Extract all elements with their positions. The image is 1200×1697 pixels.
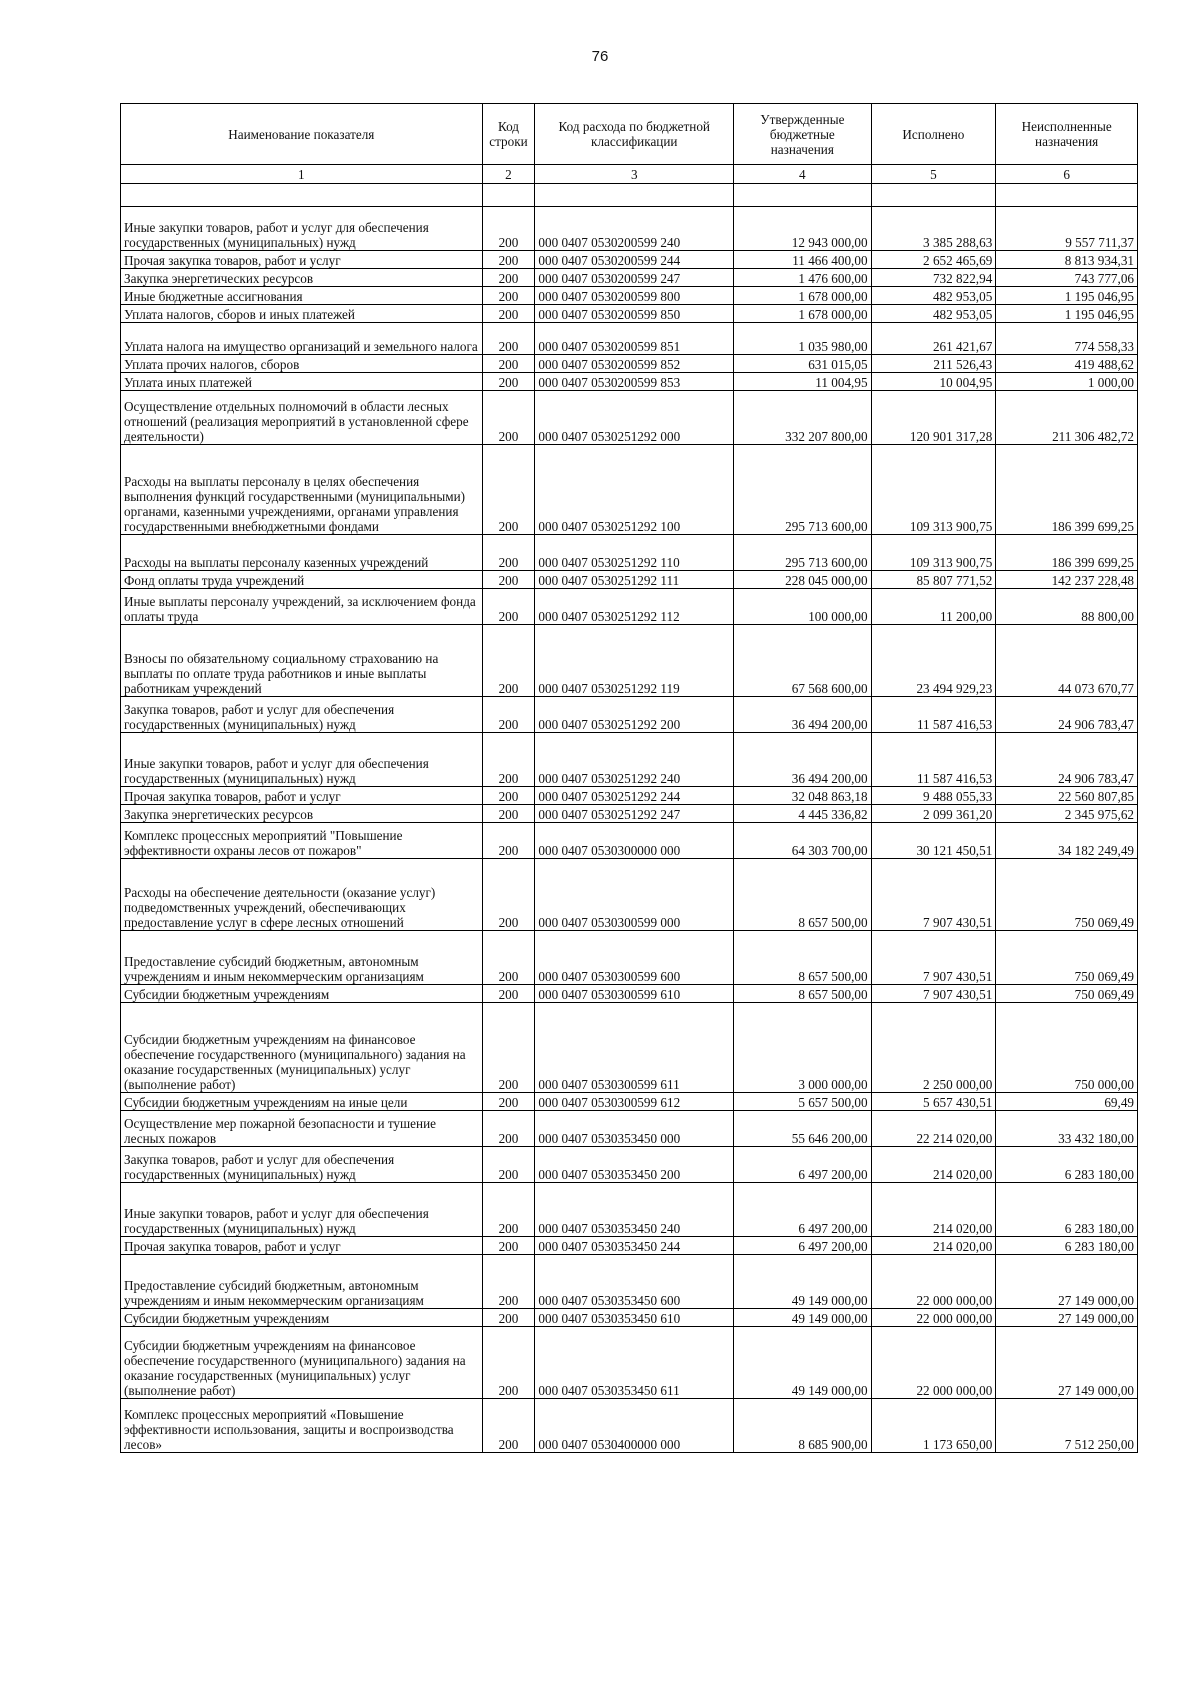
table-row — [121, 1111, 1138, 1147]
row-approved: 6 497 200,00 — [734, 1147, 871, 1183]
row-approved: 32 048 863,18 — [734, 787, 871, 805]
row-unexecuted: 33 432 180,00 — [996, 1111, 1138, 1147]
row-executed: 10 004,95 — [871, 373, 996, 391]
row-approved: 67 568 600,00 — [734, 625, 871, 697]
row-expense-code: 000 0407 0530353450 000 — [535, 1111, 734, 1147]
row-name: Уплата налогов, сборов и иных платежей — [121, 305, 483, 323]
row-unexecuted: 6 283 180,00 — [996, 1237, 1138, 1255]
table-row — [121, 323, 1138, 355]
row-unexecuted: 743 777,06 — [996, 269, 1138, 287]
row-executed: 9 488 055,33 — [871, 787, 996, 805]
row-line-code: 200 — [482, 571, 535, 589]
row-approved: 8 685 900,00 — [734, 1399, 871, 1453]
row-executed: 214 020,00 — [871, 1237, 996, 1255]
row-executed: 120 901 317,28 — [871, 391, 996, 445]
row-expense-code: 000 0407 0530300599 612 — [535, 1093, 734, 1111]
row-expense-code: 000 0407 0530300000 000 — [535, 823, 734, 859]
row-executed: 22 000 000,00 — [871, 1327, 996, 1399]
row-line-code: 200 — [482, 1327, 535, 1399]
table-row — [121, 589, 1138, 625]
row-unexecuted: 27 149 000,00 — [996, 1309, 1138, 1327]
row-expense-code: 000 0407 0530200599 851 — [535, 323, 734, 355]
row-unexecuted: 22 560 807,85 — [996, 787, 1138, 805]
row-approved: 6 497 200,00 — [734, 1183, 871, 1237]
row-approved: 12 943 000,00 — [734, 207, 871, 251]
row-line-code: 200 — [482, 535, 535, 571]
row-line-code: 200 — [482, 859, 535, 931]
row-name: Субсидии бюджетным учреждениям на финансовое обеспечение государственного (муниципального) задания на оказание государственных (муниципальных) услуг (выполнение работ) — [121, 1327, 483, 1399]
row-name: Фонд оплаты труда учреждений — [121, 571, 483, 589]
row-name: Расходы на выплаты персоналу казенных учреждений — [121, 535, 483, 571]
row-expense-code: 000 0407 0530251292 111 — [535, 571, 734, 589]
row-name: Прочая закупка товаров, работ и услуг — [121, 787, 483, 805]
table-row — [121, 1147, 1138, 1183]
row-name: Прочая закупка товаров, работ и услуг — [121, 251, 483, 269]
row-executed: 261 421,67 — [871, 323, 996, 355]
table-row — [121, 1003, 1138, 1093]
row-line-code: 200 — [482, 823, 535, 859]
row-executed: 3 385 288,63 — [871, 207, 996, 251]
row-approved: 49 149 000,00 — [734, 1309, 871, 1327]
table-row — [121, 823, 1138, 859]
row-name: Комплекс процессных мероприятий "Повышение эффективности охраны лесов от пожаров" — [121, 823, 483, 859]
row-approved: 295 713 600,00 — [734, 445, 871, 535]
table-body — [121, 184, 1138, 1453]
header-name: Наименование показателя — [121, 104, 483, 165]
row-expense-code: 000 0407 0530251292 240 — [535, 733, 734, 787]
budget-execution-table — [120, 103, 1138, 1453]
row-expense-code: 000 0407 0530300599 000 — [535, 859, 734, 931]
row-name: Взносы по обязательному социальному страхованию на выплаты по оплате труда работников и иные выплаты работникам учреждений — [121, 625, 483, 697]
row-expense-code: 000 0407 0530251292 200 — [535, 697, 734, 733]
row-name: Расходы на обеспечение деятельности (оказание услуг) подведомственных учреждений, обеспечивающих предоставление услуг в сфере лесных отношений — [121, 859, 483, 931]
row-unexecuted: 750 000,00 — [996, 1003, 1138, 1093]
row-unexecuted: 750 069,49 — [996, 985, 1138, 1003]
row-approved: 11 466 400,00 — [734, 251, 871, 269]
row-unexecuted: 211 306 482,72 — [996, 391, 1138, 445]
row-line-code: 200 — [482, 1093, 535, 1111]
row-executed: 211 526,43 — [871, 355, 996, 373]
row-approved: 8 657 500,00 — [734, 931, 871, 985]
column-number: 5 — [871, 165, 996, 184]
row-executed: 214 020,00 — [871, 1183, 996, 1237]
row-name: Иные бюджетные ассигнования — [121, 287, 483, 305]
row-executed: 11 587 416,53 — [871, 733, 996, 787]
column-number: 1 — [121, 165, 483, 184]
header-expense-code: Код расхода по бюджетной классификации — [535, 104, 734, 165]
row-name: Иные выплаты персоналу учреждений, за исключением фонда оплаты труда — [121, 589, 483, 625]
row-expense-code: 000 0407 0530200599 240 — [535, 207, 734, 251]
row-approved: 1 035 980,00 — [734, 323, 871, 355]
row-approved: 49 149 000,00 — [734, 1327, 871, 1399]
row-unexecuted: 750 069,49 — [996, 931, 1138, 985]
row-expense-code: 000 0407 0530300599 611 — [535, 1003, 734, 1093]
row-expense-code: 000 0407 0530251292 247 — [535, 805, 734, 823]
column-number-row — [121, 165, 1138, 184]
table-row — [121, 305, 1138, 323]
row-unexecuted: 6 283 180,00 — [996, 1147, 1138, 1183]
row-expense-code: 000 0407 0530200599 853 — [535, 373, 734, 391]
row-name: Уплата иных платежей — [121, 373, 483, 391]
row-executed: 214 020,00 — [871, 1147, 996, 1183]
row-line-code: 200 — [482, 373, 535, 391]
table-row — [121, 859, 1138, 931]
row-approved: 55 646 200,00 — [734, 1111, 871, 1147]
row-unexecuted: 750 069,49 — [996, 859, 1138, 931]
table-row — [121, 571, 1138, 589]
row-expense-code: 000 0407 0530353450 244 — [535, 1237, 734, 1255]
row-executed: 11 587 416,53 — [871, 697, 996, 733]
row-expense-code: 000 0407 0530251292 112 — [535, 589, 734, 625]
row-unexecuted: 1 195 046,95 — [996, 305, 1138, 323]
row-line-code: 200 — [482, 1003, 535, 1093]
row-unexecuted: 8 813 934,31 — [996, 251, 1138, 269]
row-expense-code: 000 0407 0530251292 000 — [535, 391, 734, 445]
table-row — [121, 1093, 1138, 1111]
row-approved: 332 207 800,00 — [734, 391, 871, 445]
row-line-code: 200 — [482, 391, 535, 445]
row-unexecuted: 6 283 180,00 — [996, 1183, 1138, 1237]
row-name: Закупка товаров, работ и услуг для обеспечения государственных (муниципальных) нужд — [121, 1147, 483, 1183]
row-executed: 23 494 929,23 — [871, 625, 996, 697]
row-name: Субсидии бюджетным учреждениям на финансовое обеспечение государственного (муниципального) задания на оказание государственных (муниципальных) услуг (выполнение работ) — [121, 1003, 483, 1093]
row-line-code: 200 — [482, 269, 535, 287]
row-executed: 7 907 430,51 — [871, 985, 996, 1003]
table-row — [121, 1237, 1138, 1255]
row-executed: 482 953,05 — [871, 305, 996, 323]
row-name: Расходы на выплаты персоналу в целях обеспечения выполнения функций государственными (муниципальными) органами, казенными учреждениями, органами управления государственными внебюджетными фондами — [121, 445, 483, 535]
row-unexecuted: 9 557 711,37 — [996, 207, 1138, 251]
row-name: Закупка товаров, работ и услуг для обеспечения государственных (муниципальных) нужд — [121, 697, 483, 733]
row-expense-code: 000 0407 0530353450 600 — [535, 1255, 734, 1309]
row-line-code: 200 — [482, 445, 535, 535]
table-row — [121, 733, 1138, 787]
row-unexecuted: 27 149 000,00 — [996, 1255, 1138, 1309]
row-approved: 49 149 000,00 — [734, 1255, 871, 1309]
row-unexecuted: 44 073 670,77 — [996, 625, 1138, 697]
row-expense-code: 000 0407 0530200599 852 — [535, 355, 734, 373]
row-executed: 22 000 000,00 — [871, 1309, 996, 1327]
table-row — [121, 207, 1138, 251]
row-line-code: 200 — [482, 733, 535, 787]
row-approved: 6 497 200,00 — [734, 1237, 871, 1255]
row-approved: 1 476 600,00 — [734, 269, 871, 287]
table-row — [121, 985, 1138, 1003]
table-row — [121, 391, 1138, 445]
header-unexecuted: Неисполненные назначения — [996, 104, 1138, 165]
table-row — [121, 535, 1138, 571]
row-executed: 11 200,00 — [871, 589, 996, 625]
row-unexecuted: 2 345 975,62 — [996, 805, 1138, 823]
table-row — [121, 269, 1138, 287]
row-executed: 85 807 771,52 — [871, 571, 996, 589]
row-unexecuted: 1 000,00 — [996, 373, 1138, 391]
row-approved: 228 045 000,00 — [734, 571, 871, 589]
header-executed: Исполнено — [871, 104, 996, 165]
row-executed: 109 313 900,75 — [871, 445, 996, 535]
row-name: Комплекс процессных мероприятий «Повышение эффективности использования, защиты и воспроизводства лесов» — [121, 1399, 483, 1453]
row-line-code: 200 — [482, 787, 535, 805]
row-approved: 1 678 000,00 — [734, 287, 871, 305]
row-unexecuted: 774 558,33 — [996, 323, 1138, 355]
row-executed: 22 214 020,00 — [871, 1111, 996, 1147]
row-line-code: 200 — [482, 1309, 535, 1327]
row-expense-code: 000 0407 0530353450 200 — [535, 1147, 734, 1183]
row-expense-code: 000 0407 0530251292 119 — [535, 625, 734, 697]
table-row — [121, 1255, 1138, 1309]
row-unexecuted: 186 399 699,25 — [996, 445, 1138, 535]
row-name: Закупка энергетических ресурсов — [121, 269, 483, 287]
row-line-code: 200 — [482, 1147, 535, 1183]
column-number: 6 — [996, 165, 1138, 184]
row-expense-code: 000 0407 0530251292 100 — [535, 445, 734, 535]
table-row — [121, 251, 1138, 269]
row-line-code: 200 — [482, 1111, 535, 1147]
row-approved: 100 000,00 — [734, 589, 871, 625]
row-executed: 30 121 450,51 — [871, 823, 996, 859]
table-row — [121, 697, 1138, 733]
row-name: Субсидии бюджетным учреждениям на иные цели — [121, 1093, 483, 1111]
table-row — [121, 355, 1138, 373]
row-executed: 2 652 465,69 — [871, 251, 996, 269]
row-name: Иные закупки товаров, работ и услуг для обеспечения государственных (муниципальных) нужд — [121, 1183, 483, 1237]
table-row — [121, 931, 1138, 985]
row-approved: 8 657 500,00 — [734, 985, 871, 1003]
row-line-code: 200 — [482, 1237, 535, 1255]
row-approved: 36 494 200,00 — [734, 697, 871, 733]
row-line-code: 200 — [482, 305, 535, 323]
row-expense-code: 000 0407 0530300599 600 — [535, 931, 734, 985]
row-name: Иные закупки товаров, работ и услуг для обеспечения государственных (муниципальных) нужд — [121, 207, 483, 251]
row-approved: 8 657 500,00 — [734, 859, 871, 931]
table-row — [121, 1327, 1138, 1399]
row-approved: 1 678 000,00 — [734, 305, 871, 323]
table-row — [121, 805, 1138, 823]
page-number: 76 — [591, 48, 609, 65]
row-unexecuted: 88 800,00 — [996, 589, 1138, 625]
column-number: 4 — [734, 165, 871, 184]
row-unexecuted: 186 399 699,25 — [996, 535, 1138, 571]
row-unexecuted: 27 149 000,00 — [996, 1327, 1138, 1399]
row-executed: 482 953,05 — [871, 287, 996, 305]
row-name: Закупка энергетических ресурсов — [121, 805, 483, 823]
row-line-code: 200 — [482, 287, 535, 305]
row-expense-code: 000 0407 0530300599 610 — [535, 985, 734, 1003]
row-unexecuted: 24 906 783,47 — [996, 733, 1138, 787]
row-executed: 5 657 430,51 — [871, 1093, 996, 1111]
row-name: Субсидии бюджетным учреждениям — [121, 1309, 483, 1327]
row-name: Субсидии бюджетным учреждениям — [121, 985, 483, 1003]
row-expense-code: 000 0407 0530251292 244 — [535, 787, 734, 805]
row-executed: 7 907 430,51 — [871, 859, 996, 931]
row-executed: 2 099 361,20 — [871, 805, 996, 823]
row-unexecuted: 24 906 783,47 — [996, 697, 1138, 733]
header-approved: Утвержденные бюджетные назначения — [734, 104, 871, 165]
row-name: Осуществление отдельных полномочий в области лесных отношений (реализация мероприятий в установленной сфере деятельности) — [121, 391, 483, 445]
row-approved: 295 713 600,00 — [734, 535, 871, 571]
row-expense-code: 000 0407 0530200599 800 — [535, 287, 734, 305]
row-unexecuted: 34 182 249,49 — [996, 823, 1138, 859]
row-name: Иные закупки товаров, работ и услуг для обеспечения государственных (муниципальных) нужд — [121, 733, 483, 787]
row-expense-code: 000 0407 0530200599 244 — [535, 251, 734, 269]
row-line-code: 200 — [482, 625, 535, 697]
row-name: Уплата прочих налогов, сборов — [121, 355, 483, 373]
row-name: Предоставление субсидий бюджетным, автономным учреждениям и иным некоммерческим организациям — [121, 1255, 483, 1309]
row-expense-code: 000 0407 0530200599 850 — [535, 305, 734, 323]
row-expense-code: 000 0407 0530353450 611 — [535, 1327, 734, 1399]
row-approved: 5 657 500,00 — [734, 1093, 871, 1111]
row-approved: 11 004,95 — [734, 373, 871, 391]
row-line-code: 200 — [482, 207, 535, 251]
row-line-code: 200 — [482, 1399, 535, 1453]
table-row — [121, 625, 1138, 697]
row-expense-code: 000 0407 0530251292 110 — [535, 535, 734, 571]
row-executed: 1 173 650,00 — [871, 1399, 996, 1453]
table-row — [121, 1399, 1138, 1453]
row-expense-code: 000 0407 0530353450 240 — [535, 1183, 734, 1237]
row-executed: 2 250 000,00 — [871, 1003, 996, 1093]
row-approved: 36 494 200,00 — [734, 733, 871, 787]
row-line-code: 200 — [482, 251, 535, 269]
row-line-code: 200 — [482, 931, 535, 985]
table-row — [121, 1309, 1138, 1327]
row-line-code: 200 — [482, 323, 535, 355]
row-unexecuted: 419 488,62 — [996, 355, 1138, 373]
row-line-code: 200 — [482, 1255, 535, 1309]
row-unexecuted: 142 237 228,48 — [996, 571, 1138, 589]
row-executed: 22 000 000,00 — [871, 1255, 996, 1309]
row-line-code: 200 — [482, 589, 535, 625]
row-expense-code: 000 0407 0530353450 610 — [535, 1309, 734, 1327]
row-unexecuted: 69,49 — [996, 1093, 1138, 1111]
row-expense-code: 000 0407 0530400000 000 — [535, 1399, 734, 1453]
header-row — [121, 104, 1138, 165]
row-executed: 732 822,94 — [871, 269, 996, 287]
table-row — [121, 373, 1138, 391]
row-expense-code: 000 0407 0530200599 247 — [535, 269, 734, 287]
row-line-code: 200 — [482, 805, 535, 823]
row-line-code: 200 — [482, 697, 535, 733]
row-name: Предоставление субсидий бюджетным, автономным учреждениям и иным некоммерческим организациям — [121, 931, 483, 985]
row-approved: 3 000 000,00 — [734, 1003, 871, 1093]
row-approved: 631 015,05 — [734, 355, 871, 373]
table-row — [121, 1183, 1138, 1237]
column-number: 2 — [482, 165, 535, 184]
row-line-code: 200 — [482, 355, 535, 373]
row-approved: 64 303 700,00 — [734, 823, 871, 859]
row-name: Осуществление мер пожарной безопасности и тушение лесных пожаров — [121, 1111, 483, 1147]
column-number: 3 — [535, 165, 734, 184]
spacer-row — [121, 184, 1138, 207]
row-name: Уплата налога на имущество организаций и земельного налога — [121, 323, 483, 355]
row-executed: 109 313 900,75 — [871, 535, 996, 571]
row-line-code: 200 — [482, 1183, 535, 1237]
row-name: Прочая закупка товаров, работ и услуг — [121, 1237, 483, 1255]
header-line-code: Код строки — [482, 104, 535, 165]
table-row — [121, 445, 1138, 535]
row-approved: 4 445 336,82 — [734, 805, 871, 823]
row-executed: 7 907 430,51 — [871, 931, 996, 985]
table-row — [121, 287, 1138, 305]
table-row — [121, 787, 1138, 805]
row-unexecuted: 1 195 046,95 — [996, 287, 1138, 305]
row-line-code: 200 — [482, 985, 535, 1003]
row-unexecuted: 7 512 250,00 — [996, 1399, 1138, 1453]
